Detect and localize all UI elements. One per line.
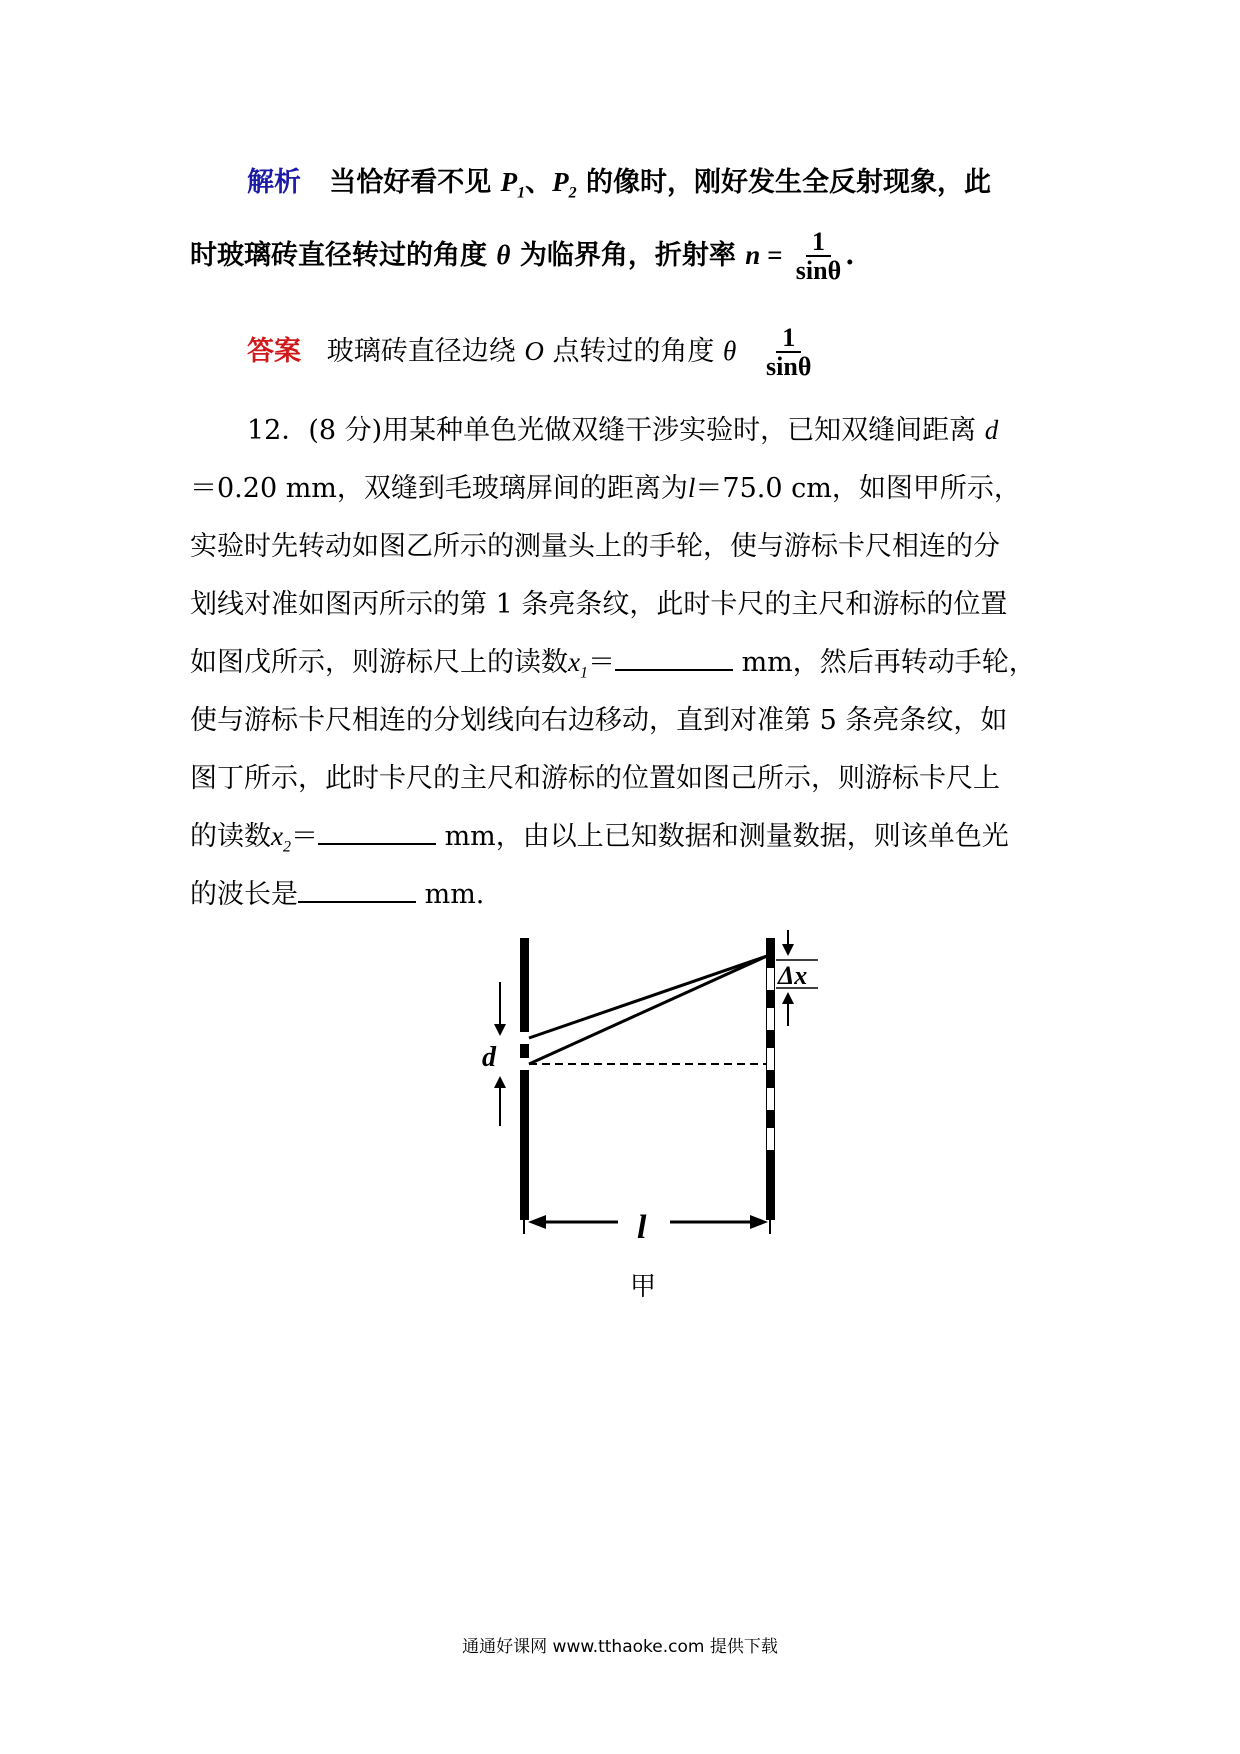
answer-label: 答案 (247, 335, 301, 367)
answer-blank-x1[interactable] (615, 647, 733, 671)
p2-symbol: $P_2$ (552, 167, 577, 202)
answer-line (247, 324, 815, 381)
question-line-2 (190, 466, 1021, 505)
analysis-end: . (845, 239, 855, 271)
question-line-5 (190, 640, 1036, 682)
question-text-7: 图丁所示，此时卡尺的主尺和游标的位置如图己所示，则游标卡尺上 (190, 763, 1000, 794)
l-arrows (524, 1215, 770, 1234)
question-text-8c: mm，由以上已知数据和测量数据，则该单色光 (444, 821, 1009, 852)
question-line-1 (247, 408, 998, 447)
analysis-text-1: 当恰好看不见 (329, 167, 492, 198)
analysis-text-2-mid: 为临界角，折射率 (519, 239, 736, 271)
question-text-2a: ＝0.20 mm，双缝到毛玻璃屏间的距离为 (190, 473, 688, 504)
l-symbol: l (687, 473, 696, 503)
analysis-text-2: 时玻璃砖直径转过的角度 (190, 239, 487, 271)
question-text-9a: 的波长是 (190, 879, 298, 910)
answer-blank-wavelength[interactable] (298, 879, 416, 903)
footer-text: 通通好课网 www.tthaoke.com 提供下载 (462, 1637, 778, 1657)
analysis-line-1 (247, 160, 991, 202)
x1-symbol: $x_1$ (568, 647, 588, 682)
label-l: l (637, 1209, 647, 1246)
label-d: d (482, 1042, 496, 1073)
question-text-8a: 的读数 (190, 821, 271, 852)
question-line-7 (190, 756, 1000, 795)
analysis-label: 解析 (247, 167, 301, 198)
answer-theta: θ (723, 335, 737, 366)
question-text-8b: ＝ (290, 821, 318, 852)
answer-text: 玻璃砖直径边绕 (326, 335, 516, 367)
p1-symbol: $P_1$ (500, 167, 526, 202)
figure-caption: 甲 (630, 1272, 657, 1302)
ray-upper (529, 956, 767, 1038)
question-text-3: 实验时先转动如图乙所示的测量头上的手轮，使与游标卡尺相连的分 (190, 531, 1000, 562)
question-line-6 (190, 698, 1007, 737)
question-text-9b: mm. (424, 879, 485, 910)
question-line-3 (190, 524, 1000, 563)
answer-fraction: $\frac{1}{\sin\theta}$ (766, 323, 812, 382)
o-symbol: O (524, 335, 544, 366)
label-dx: Δx (778, 961, 808, 990)
screen (766, 938, 775, 1220)
question-text-2b: ＝75.0 cm，如图甲所示， (695, 473, 1021, 504)
double-slit-diagram (470, 930, 830, 1250)
answer-blank-x2[interactable] (318, 821, 436, 845)
analysis-text-1-rest: 的像时，刚好发生全反射现象，此 (586, 167, 992, 198)
x2-symbol: $x_2$ (271, 821, 291, 856)
question-text-1: 12．(8 分)用某种单色光做双缝干涉实验时，已知双缝间距离 (247, 415, 977, 446)
d-symbol: d (984, 415, 999, 445)
refraction-fraction: $\frac{1}{\sin\theta}$ (795, 227, 842, 286)
answer-text-2: 点转过的角度 (552, 335, 715, 367)
question-text-5a: 如图戊所示，则游标尺上的读数 (190, 647, 568, 678)
analysis-line-2 (190, 228, 855, 285)
ray-lower (529, 956, 767, 1064)
slit-plate (520, 938, 529, 1220)
theta-symbol: θ (496, 239, 511, 270)
question-text-5b: ＝ (587, 647, 615, 678)
question-line-9 (190, 872, 484, 911)
question-text-4: 划线对准如图丙所示的第 1 条亮条纹，此时卡尺的主尺和游标的位置 (190, 589, 1008, 620)
separator: 、 (525, 167, 553, 198)
question-line-4 (190, 582, 1007, 621)
question-text-6: 使与游标卡尺相连的分划线向右边移动，直到对准第 5 条亮条纹，如 (190, 705, 1008, 736)
n-equals: n = (745, 239, 783, 270)
question-line-8 (190, 814, 1009, 856)
question-text-5c: mm，然后再转动手轮， (741, 647, 1036, 678)
